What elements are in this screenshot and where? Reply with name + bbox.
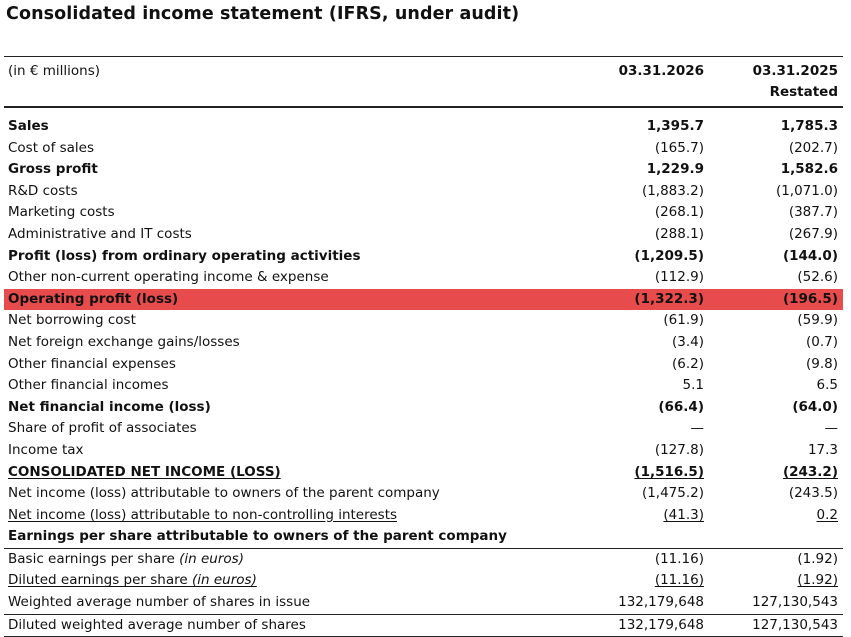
row-net-financial-income [4,397,843,419]
income-statement-table [4,56,843,637]
header-spacer [4,108,843,116]
value-2026: (66.4) [658,398,704,415]
value-2026: (11.16) [654,572,704,589]
value-2026: (1,475.2) [641,485,704,502]
value-2026: (41.3) [663,506,704,523]
row-label: Profit (loss) from ordinary operating activities [8,247,361,264]
value-2026: 1,229.9 [646,161,704,178]
table-header [4,57,843,108]
row-diluted-weighted-avg-shares [4,615,843,637]
row-diluted-eps [4,570,843,592]
row-label [8,570,257,592]
value-2026: (6.2) [671,355,704,372]
row-label: Net foreign exchange gains/losses [8,333,240,350]
value-2026: (3.4) [671,333,704,350]
section-heading: Earnings per share attributable to owners of the parent company [8,528,507,545]
value-2026: (288.1) [654,225,704,242]
row-label: Sales [8,118,49,134]
row-consolidated-net-income [4,462,843,484]
row-label: Diluted weighted average number of shares [8,616,306,633]
row-share-of-associates [4,418,843,440]
row-label: Operating profit (loss) [8,290,179,307]
value-2025: (1,071.0) [775,182,838,199]
value-2025: 6.5 [816,377,838,394]
row-sales [4,116,843,138]
row-label: CONSOLIDATED NET INCOME (LOSS) [8,463,281,480]
column-header-2025: 03.31.2025 [752,63,838,79]
row-label: Net income (loss) attributable to non-controlling interests [8,506,398,523]
column-header-restated: Restated [769,84,838,100]
value-2026: (1,883.2) [641,182,704,199]
value-2025: — [824,420,838,437]
row-label: Other financial expenses [8,355,176,372]
row-label-text: Basic earnings per share [8,550,175,567]
row-label: Share of profit of associates [8,420,197,437]
row-marketing-costs [4,202,843,224]
row-label: Weighted average number of shares in issue [8,594,311,611]
value-2025: (1.92) [797,550,838,567]
value-2025: (196.5) [782,290,838,307]
statement-title: Consolidated income statement (IFRS, under audit) [6,4,520,24]
row-other-non-current [4,267,843,289]
value-2026: 132,179,648 [618,616,704,633]
value-2025: (0.7) [805,333,838,350]
value-2025: 1,785.3 [780,118,838,134]
value-2025: (202.7) [788,139,838,156]
row-label: Income tax [8,441,84,458]
value-2026: (11.16) [654,550,704,567]
value-2025: 127,130,543 [752,594,838,611]
row-income-tax [4,440,843,462]
value-2025: 0.2 [816,506,838,523]
unit-note: (in euros) [192,572,257,589]
value-2025: (1.92) [797,572,838,589]
row-other-financial-expenses [4,354,843,376]
row-admin-it-costs [4,224,843,246]
row-label-text: Diluted earnings per share [8,572,188,589]
row-eps-heading [4,526,843,549]
value-2025: (9.8) [805,355,838,372]
row-label: R&D costs [8,182,78,199]
value-2026: 1,395.7 [646,118,704,134]
row-label: Marketing costs [8,204,115,221]
value-2025: 1,582.6 [780,161,838,178]
row-ordinary-operating-profit [4,246,843,268]
row-net-income-parent [4,483,843,505]
row-label: Net income (loss) attributable to owners of the parent company [8,485,440,502]
row-weighted-avg-shares [4,592,843,615]
value-2025: (267.9) [788,225,838,242]
row-net-income-non-controlling [4,505,843,527]
value-2025: (243.2) [782,463,838,480]
value-2025: 17.3 [807,441,838,458]
row-gross-profit [4,159,843,181]
row-other-financial-incomes [4,375,843,397]
row-cost-of-sales [4,138,843,160]
row-fx-gains-losses [4,332,843,354]
row-label: Net borrowing cost [8,312,136,329]
unit-note: (in euros) [179,550,244,567]
row-label: Administrative and IT costs [8,225,192,242]
value-2026: (1,209.5) [634,247,704,264]
row-label: Gross profit [8,161,98,178]
value-2026: (1,322.3) [634,290,704,307]
value-2026: (61.9) [663,312,704,329]
row-operating-profit [4,289,843,311]
row-label [8,549,244,571]
value-2026: 132,179,648 [618,594,704,611]
value-2025: (52.6) [797,269,838,286]
value-2026: (165.7) [654,139,704,156]
row-net-borrowing-cost [4,310,843,332]
value-2025: 127,130,543 [752,616,838,633]
value-2026: 5.1 [682,377,704,394]
value-2025: (64.0) [792,398,838,415]
value-2025: (59.9) [797,312,838,329]
row-label: Cost of sales [8,139,95,156]
value-2026: (112.9) [654,269,704,286]
value-2026: — [690,420,704,437]
row-basic-eps [4,549,843,571]
value-2025: (243.5) [788,485,838,502]
value-2026: (1,516.5) [634,463,704,480]
value-2026: (268.1) [654,204,704,221]
row-label: Other financial incomes [8,377,169,394]
value-2026: (127.8) [654,441,704,458]
row-label: Net financial income (loss) [8,398,211,415]
value-2025: (144.0) [782,247,838,264]
unit-label: (in € millions) [8,63,101,79]
column-header-2026: 03.31.2026 [618,63,704,79]
row-rd-costs [4,181,843,203]
value-2025: (387.7) [788,204,838,221]
row-label: Other non-current operating income & expense [8,269,329,286]
